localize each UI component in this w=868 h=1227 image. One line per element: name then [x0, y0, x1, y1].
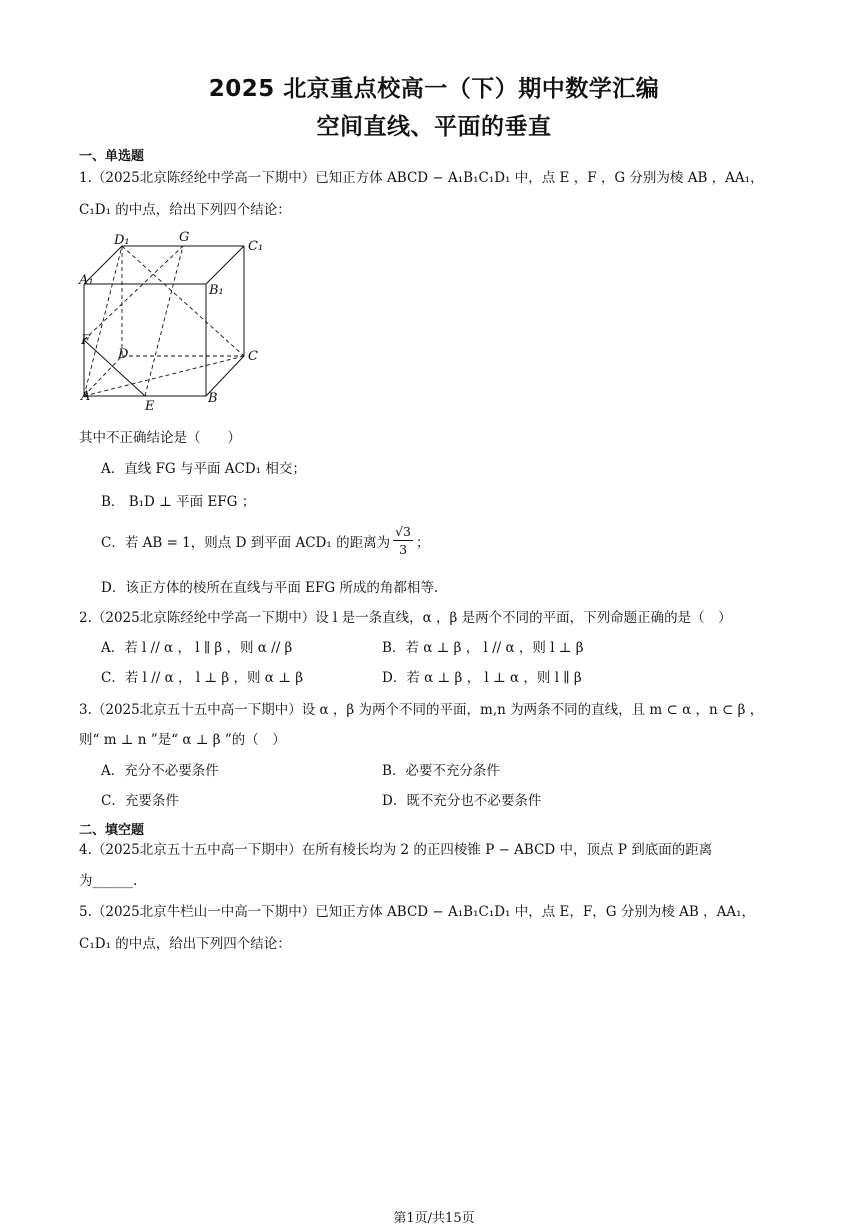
- edge-bc: [206, 356, 244, 396]
- section-heading-fill-blank: 二、填空题: [79, 823, 145, 838]
- q1-option-a: A．直线 FG 与平面 ACD₁ 相交；: [101, 461, 306, 477]
- label-b: B: [208, 391, 218, 406]
- label-a1: A₁: [79, 273, 94, 288]
- label-f: F: [81, 333, 91, 348]
- q1-option-d: D．该正方体的棱所在直线与平面 EFG 所成的角都相等.: [101, 580, 439, 596]
- label-e: E: [145, 399, 155, 414]
- q4-stem-line2: 为______.: [79, 873, 138, 889]
- q1-option-c-text: C．若 AB = 1，则点 D 到平面 ACD₁ 的距离为: [101, 534, 391, 551]
- q4-stem-line1: 4.（2025北京五十五中高一下期中）在所有棱长均为 2 的正四棱锥 P − ABCD 中，顶点 P 到底面的距离: [79, 842, 713, 858]
- label-d1: D₁: [114, 233, 130, 248]
- segment-fe: [84, 340, 145, 396]
- label-g: G: [179, 230, 190, 245]
- q2-option-b: B．若 α ⊥ β ， l // α ，则 l ⊥ β: [382, 640, 584, 656]
- cube-figure: [76, 226, 276, 416]
- q3-stem-line1: 3.（2025北京五十五中高一下期中）设 α ，β 为两个不同的平面，m,n 为两条不同的直线，且 m ⊂ α ，n ⊂ β ，: [79, 702, 764, 718]
- q1-option-c-end: ；: [416, 534, 430, 551]
- q5-stem-line1: 5.（2025北京牛栏山一中高一下期中）已知正方体 ABCD − A₁B₁C₁D₁ 中，点 E，F，G 分别为棱 AB ，AA₁，: [79, 904, 756, 920]
- document-title: 2025 北京重点校高一（下）期中数学汇编: [208, 76, 660, 102]
- section-heading-single-choice: 一、单选题: [79, 149, 145, 164]
- q5-stem-line2: C₁D₁ 的中点，给出下列四个结论：: [79, 936, 291, 952]
- q1-option-c: [101, 523, 430, 558]
- fraction-denominator: 3: [399, 542, 408, 557]
- label-a: A: [81, 389, 91, 404]
- fraction-numerator: √3: [395, 524, 411, 539]
- q2-option-d: D．若 α ⊥ β ， l ⊥ α ，则 l ∥ β: [382, 670, 582, 686]
- q3-option-c: C．充要条件: [101, 793, 179, 809]
- segment-fg: [84, 246, 183, 340]
- q2-option-c: C．若 l // α ， l ⊥ β ，则 α ⊥ β: [101, 670, 303, 686]
- label-c: C: [248, 349, 258, 364]
- document-subtitle: 空间直线、平面的垂直: [316, 114, 552, 140]
- q3-option-b: B．必要不充分条件: [382, 763, 500, 779]
- q1-question: 其中不正确结论是（ ）: [79, 430, 241, 446]
- q1-option-b: B． B₁D ⊥ 平面 EFG ；: [101, 494, 256, 510]
- q3-option-a: A．充分不必要条件: [101, 763, 219, 779]
- fraction-sqrt3-over-3: [393, 523, 413, 558]
- edge-b1c1: [206, 246, 244, 284]
- label-d: D: [118, 347, 129, 362]
- page-number: 第1页/共15页: [393, 1211, 475, 1226]
- q3-stem-line2: 则“ m ⊥ n ”是“ α ⊥ β ”的（ ）: [79, 732, 286, 748]
- q3-option-d: D．既不充分也不必要条件: [382, 793, 542, 809]
- label-c1: C₁: [248, 239, 264, 254]
- q1-stem-line2: C₁D₁ 的中点，给出下列四个结论：: [79, 202, 291, 218]
- segment-eg: [145, 246, 183, 396]
- diag-ad1: [84, 246, 122, 396]
- diag-d1c: [122, 246, 244, 356]
- label-b1: B₁: [209, 283, 224, 298]
- q2-stem: 2.（2025北京陈经纶中学高一下期中）设 l 是一条直线，α ，β 是两个不同的平面，下列命题正确的是（ ）: [79, 610, 732, 626]
- q2-option-a: A．若 l // α ， l ∥ β ，则 α // β: [101, 640, 293, 656]
- q1-stem-line1: 1.（2025北京陈经纶中学高一下期中）已知正方体 ABCD − A₁B₁C₁D₁ 中，点 E ，F ，G 分别为棱 AB ，AA₁，: [79, 170, 764, 186]
